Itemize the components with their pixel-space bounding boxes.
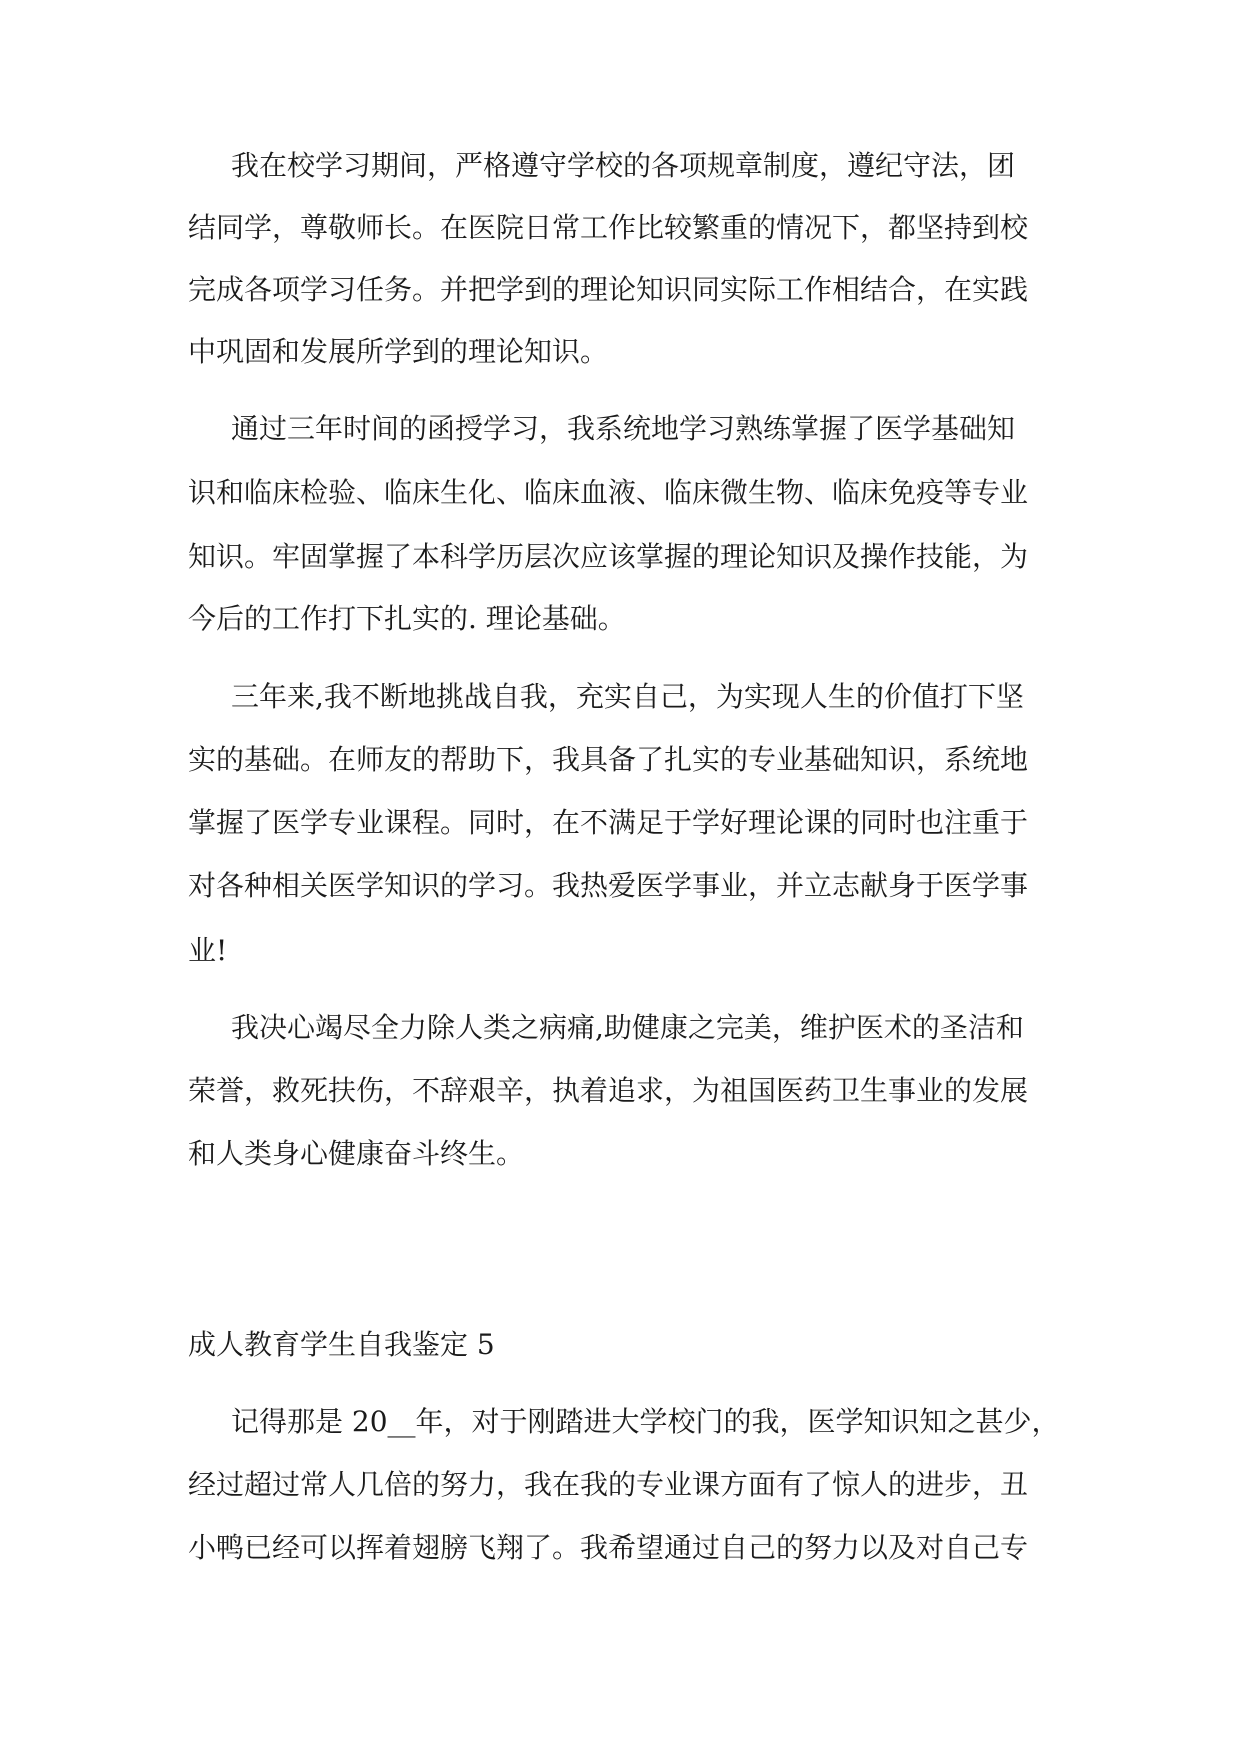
paragraph-line: 知识。牢固掌握了本科学历层次应该掌握的理论知识及操作技能，为 [188,540,1029,573]
paragraph-line: 和人类身心健康奋斗终生。 [188,1137,525,1170]
paragraph-line: 完成各项学习任务。并把学到的理论知识同实际工作相结合，在实践 [188,273,1029,306]
paragraph-line: 通过三年时间的函授学习，我系统地学习熟练掌握了医学基础知 [231,412,1016,445]
paragraph-line: 三年来,我不断地挑战自我，充实自己，为实现人生的价值打下坚 [231,680,1024,713]
paragraph-line: 今后的工作打下扎实的. 理论基础。 [188,602,626,635]
paragraph-line: 经过超过常人几倍的努力，我在我的专业课方面有了惊人的进步，丑 [188,1468,1029,1501]
paragraph-line: 业! [188,934,228,967]
paragraph-line: 结同学，尊敬师长。在医院日常工作比较繁重的情况下，都坚持到校 [188,211,1029,244]
paragraph-line: 我在校学习期间，严格遵守学校的各项规章制度，遵纪守法，团 [231,149,1016,182]
paragraph-line: 小鸭已经可以挥着翅膀飞翔了。我希望通过自己的努力以及对自己专 [188,1531,1029,1564]
paragraph-line: 记得那是 20__年，对于刚踏进大学校门的我，医学知识知之甚少， [231,1405,1060,1438]
paragraph-line: 我决心竭尽全力除人类之病痛,助健康之完美，维护医术的圣洁和 [231,1011,1024,1044]
paragraph-line: 掌握了医学专业课程。同时，在不满足于学好理论课的同时也注重于 [188,806,1029,839]
paragraph-line: 对各种相关医学知识的学习。我热爱医学事业，并立志献身于医学事 [188,869,1029,902]
section-title: 成人教育学生自我鉴定 5 [188,1328,495,1361]
paragraph-line: 实的基础。在师友的帮助下，我具备了扎实的专业基础知识，系统地 [188,743,1029,776]
paragraph-line: 荣誉，救死扶伤，不辞艰辛，执着追求，为祖国医药卫生事业的发展 [188,1074,1029,1107]
paragraph-line: 中巩固和发展所学到的理论知识。 [188,335,609,368]
paragraph-line: 识和临床检验、临床生化、临床血液、临床微生物、临床免疫等专业 [188,476,1029,509]
